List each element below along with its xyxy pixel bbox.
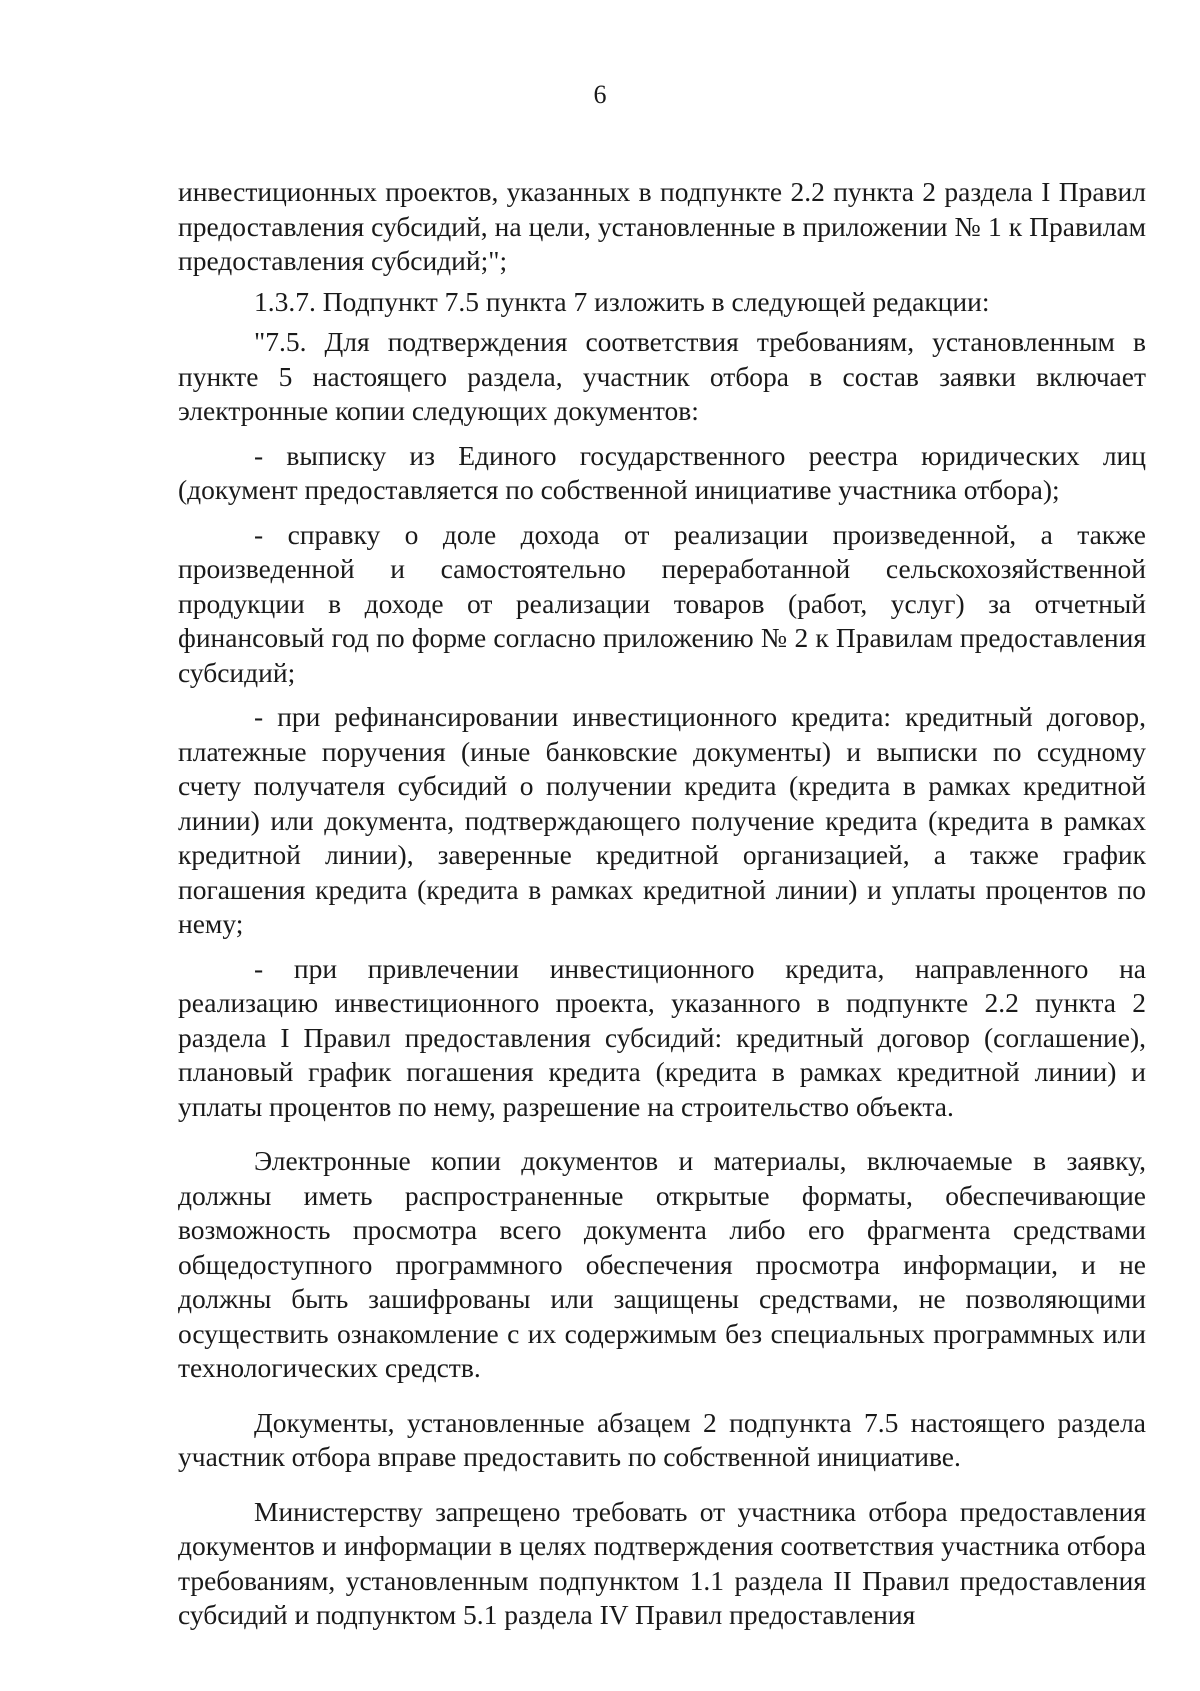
- page-number: 6: [593, 80, 607, 109]
- paragraph-continuation: инвестиционных проектов, указанных в подпункте 2.2 пункта 2 раздела I Правил предоставления субсидий, на цели, установленные в приложении № 1 к Правилам предоставления субсидий;";: [178, 176, 1146, 276]
- paragraph-electronic-copies: Электронные копии документов и материалы, включаемые в заявку, должны иметь распространенные открытые форматы, обеспечивающие возможность просмотра всего документа либо его фрагмента средствами общедоступного программного обеспечения просмотра информации, и не должны быть зашифрованы или защищены средствами, не позволяющими осуществить ознакомление с их содержимым без специальных программных или технологических средств.: [178, 1145, 1146, 1383]
- document-body: [178, 175, 1146, 1633]
- list-item-income-certificate: - справку о доле дохода от реализации произведенной, а также произведенной и самостоятельно переработанной сельскохозяйственной продукции в доходе от реализации товаров (работ, услуг) за отчетный финансовый год по форме согласно приложению № 2 к Правилам предоставления субсидий;: [178, 518, 1146, 688]
- paragraph-own-initiative: Документы, установленные абзацем 2 подпункта 7.5 настоящего раздела участник отбора вправе предоставить по собственной инициативе.: [178, 1406, 1146, 1472]
- list-item-refinancing-documents: - при рефинансировании инвестиционного кредита: кредитный договор, платежные поручения (иные банковские документы) и выписки по ссудному счету получателя субсидий о получении кредита (кредита в рамках кредитной линии) или документа, подтверждающего получение кредита (кредита в рамках кредитной линии), заверенные кредитной организацией, а также график погашения кредита (кредита в рамках кредитной линии) и уплаты процентов по нему;: [178, 701, 1146, 939]
- paragraph-item-7-5: "7.5. Для подтверждения соответствия требованиям, установленным в пункте 5 настоящего раздела, участник отбора в состав заявки включает электронные копии следующих документов:: [178, 326, 1146, 426]
- list-item-egrul-extract: - выписку из Единого государственного реестра юридических лиц (документ предоставляется по собственной инициативе участника отбора);: [178, 439, 1146, 505]
- paragraph-ministry-prohibition: Министерству запрещено требовать от участника отбора предоставления документов и информации в целях подтверждения соответствия участника отбора требованиям, установленным подпунктом 1.1 раздела II Правил предоставления субсидий и подпунктом 5.1 раздела IV Правил предоставления: [178, 1495, 1146, 1630]
- list-item-new-credit-documents: - при привлечении инвестиционного кредита, направленного на реализацию инвестиционного проекта, указанного в подпункте 2.2 пункта 2 раздела I Правил предоставления субсидий: кредитный договор (соглашение), плановый график погашения кредита (кредита в рамках кредитной линии) и уплаты процентов по нему, разрешение на строительство объекта.: [178, 952, 1146, 1122]
- paragraph-item-1-3-7: 1.3.7. Подпункт 7.5 пункта 7 изложить в следующей редакции:: [254, 285, 990, 317]
